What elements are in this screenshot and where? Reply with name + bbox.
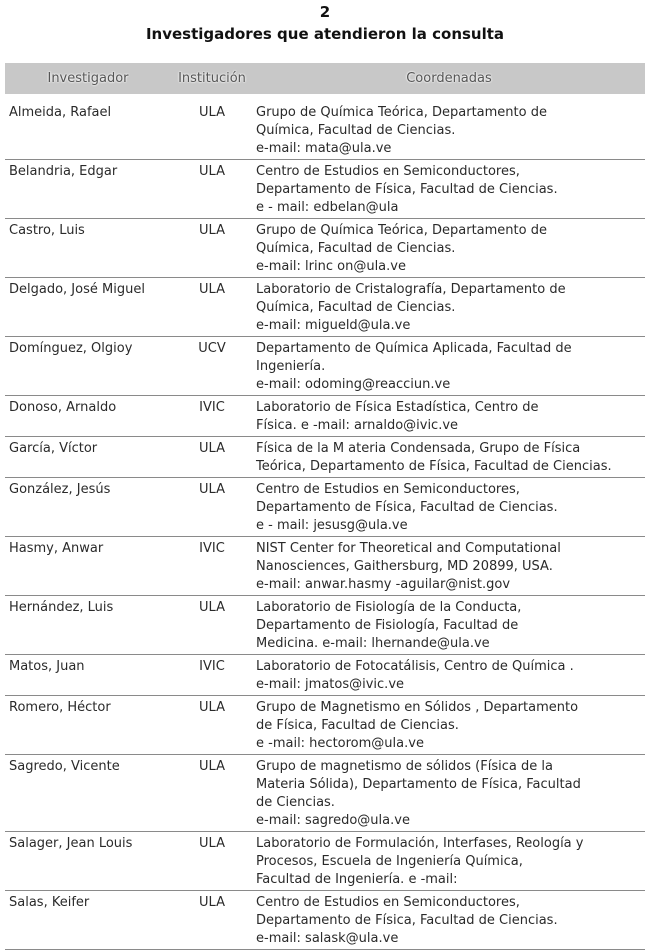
investigator-name: Sagredo, Vicente bbox=[9, 759, 120, 774]
coordinates-line: Laboratorio de Fotocatálisis, Centro de Química . bbox=[256, 659, 574, 674]
investigator-name: Salas, Keifer bbox=[9, 895, 90, 910]
institution: ULA bbox=[199, 164, 225, 179]
coordinates-line: e-mail: anwar.hasmy -aguilar@nist.gov bbox=[256, 577, 511, 592]
institution: ULA bbox=[199, 105, 225, 120]
investigator-name: Domínguez, Olgioy bbox=[9, 341, 133, 356]
coordinates-line: Departamento de Fisiología, Facultad de bbox=[256, 618, 519, 633]
investigator-name: Matos, Juan bbox=[9, 659, 85, 674]
page-number: 2 bbox=[319, 3, 331, 21]
institution: ULA bbox=[199, 441, 225, 456]
coordinates-line: e-mail: migueld@ula.ve bbox=[256, 318, 411, 333]
coordinates-line: Grupo de Química Teórica, Departamento de bbox=[256, 223, 547, 238]
coordinates-line: e-mail: sagredo@ula.ve bbox=[256, 813, 410, 828]
coordinates bbox=[256, 758, 648, 830]
coordinates-line: Centro de Estudios en Semiconductores, bbox=[256, 164, 520, 179]
coordinates-line: Centro de Estudios en Semiconductores, bbox=[256, 482, 520, 497]
coordinates-line: Ingeniería. bbox=[256, 359, 326, 374]
investigator-name: Donoso, Arnaldo bbox=[9, 400, 117, 415]
coordinates-line: Departamento de Química Aplicada, Facultad de bbox=[256, 341, 572, 356]
table-row bbox=[5, 478, 645, 537]
institution: ULA bbox=[199, 895, 225, 910]
institution: UCV bbox=[198, 341, 226, 356]
coordinates-line: Departamento de Física, Facultad de Ciencias. bbox=[256, 182, 558, 197]
coordinates bbox=[256, 540, 648, 594]
institution: ULA bbox=[199, 223, 225, 238]
investigator-name: García, Víctor bbox=[9, 441, 98, 456]
table-row bbox=[5, 755, 645, 832]
table-row bbox=[5, 396, 645, 437]
coordinates bbox=[256, 835, 648, 889]
coordinates-line: Física. e -mail: arnaldo@ivic.ve bbox=[256, 418, 459, 433]
table-row bbox=[5, 832, 645, 891]
coordinates-line: e-mail: lrinc on@ula.ve bbox=[256, 259, 406, 274]
investigator-name: Belandria, Edgar bbox=[9, 164, 118, 179]
coordinates-line: Departamento de Física, Facultad de Ciencias. bbox=[256, 913, 558, 928]
coordinates-line: Centro de Estudios en Semiconductores, bbox=[256, 895, 520, 910]
investigator-name: Romero, Héctor bbox=[9, 700, 111, 715]
coordinates-line: Nanosciences, Gaithersburg, MD 20899, USA. bbox=[256, 559, 553, 574]
coordinates bbox=[256, 222, 648, 276]
table-row bbox=[5, 278, 645, 337]
table-row bbox=[5, 596, 645, 655]
coordinates-line: e-mail: jmatos@ivic.ve bbox=[256, 677, 405, 692]
coordinates-line: Química, Facultad de Ciencias. bbox=[256, 300, 456, 315]
table-row bbox=[5, 219, 645, 278]
page-title: Investigadores que atendieron la consulta bbox=[145, 25, 505, 43]
coordinates-line: de Ciencias. bbox=[256, 795, 335, 810]
table-row bbox=[5, 437, 645, 478]
institution: ULA bbox=[199, 700, 225, 715]
coordinates-line: Química, Facultad de Ciencias. bbox=[256, 123, 456, 138]
coordinates bbox=[256, 340, 648, 394]
coordinates bbox=[256, 440, 648, 476]
investigator-name: Hernández, Luis bbox=[9, 600, 114, 615]
coordinates bbox=[256, 399, 648, 435]
coordinates-line: Laboratorio de Fisiología de la Conducta, bbox=[256, 600, 522, 615]
coordinates bbox=[256, 658, 648, 694]
coordinates bbox=[256, 163, 648, 217]
institution: ULA bbox=[199, 759, 225, 774]
table-row bbox=[5, 160, 645, 219]
header-coordenadas: Coordenadas bbox=[406, 71, 492, 86]
coordinates bbox=[256, 281, 648, 335]
investigator-name: Salager, Jean Louis bbox=[9, 836, 133, 851]
coordinates-line: Laboratorio de Física Estadística, Centro de bbox=[256, 400, 539, 415]
coordinates-line: e-mail: odoming@reacciun.ve bbox=[256, 377, 451, 392]
table-body bbox=[5, 101, 645, 950]
coordinates bbox=[256, 104, 648, 158]
coordinates-line: e-mail: mata@ula.ve bbox=[256, 141, 392, 156]
coordinates-line: Grupo de Química Teórica, Departamento de bbox=[256, 105, 547, 120]
header-investigador: Investigador bbox=[47, 71, 129, 86]
coordinates-line: Grupo de magnetismo de sólidos (Física de la bbox=[256, 759, 553, 774]
coordinates-line: Materia Sólida), Departamento de Física, Facultad bbox=[256, 777, 581, 792]
institution: IVIC bbox=[199, 659, 225, 674]
institution: IVIC bbox=[199, 541, 225, 556]
coordinates-line: e -mail: hectorom@ula.ve bbox=[256, 736, 424, 751]
coordinates-line: e - mail: edbelan@ula bbox=[256, 200, 399, 215]
coordinates-line: de Física, Facultad de Ciencias. bbox=[256, 718, 459, 733]
table-row bbox=[5, 696, 645, 755]
coordinates-line: Medicina. e-mail: lhernande@ula.ve bbox=[256, 636, 490, 651]
investigator-name: Delgado, José Miguel bbox=[9, 282, 145, 297]
investigator-name: González, Jesús bbox=[9, 482, 111, 497]
investigator-name: Hasmy, Anwar bbox=[9, 541, 104, 556]
table-row bbox=[5, 537, 645, 596]
institution: ULA bbox=[199, 600, 225, 615]
table-row bbox=[5, 891, 645, 950]
table-header bbox=[5, 63, 645, 94]
table-row bbox=[5, 655, 645, 696]
coordinates bbox=[256, 481, 648, 535]
coordinates-line: Grupo de Magnetismo en Sólidos , Departamento bbox=[256, 700, 579, 715]
coordinates bbox=[256, 699, 648, 753]
coordinates-line: Física de la M ateria Condensada, Grupo de Física bbox=[256, 441, 581, 456]
coordinates-line: Facultad de Ingeniería. e -mail: bbox=[256, 872, 458, 887]
coordinates bbox=[256, 894, 648, 948]
institution: ULA bbox=[199, 282, 225, 297]
coordinates-line: Laboratorio de Cristalografía, Departamento de bbox=[256, 282, 566, 297]
coordinates-line: Procesos, Escuela de Ingeniería Química, bbox=[256, 854, 523, 869]
investigator-name: Castro, Luis bbox=[9, 223, 85, 238]
institution: IVIC bbox=[199, 400, 225, 415]
coordinates-line: Química, Facultad de Ciencias. bbox=[256, 241, 456, 256]
coordinates-line: e-mail: salask@ula.ve bbox=[256, 931, 399, 946]
coordinates bbox=[256, 599, 648, 653]
coordinates-line: Laboratorio de Formulación, Interfases, Reología y bbox=[256, 836, 584, 851]
coordinates-line: NIST Center for Theoretical and Computational bbox=[256, 541, 561, 556]
institution: ULA bbox=[199, 482, 225, 497]
table-row bbox=[5, 337, 645, 396]
investigator-name: Almeida, Rafael bbox=[9, 105, 112, 120]
coordinates-line: Departamento de Física, Facultad de Ciencias. bbox=[256, 500, 558, 515]
header-institucion: Institución bbox=[178, 71, 246, 86]
institution: ULA bbox=[199, 836, 225, 851]
coordinates-line: e - mail: jesusg@ula.ve bbox=[256, 518, 408, 533]
coordinates-line: Teórica, Departamento de Física, Facultad de Ciencias. bbox=[256, 459, 612, 474]
table-row bbox=[5, 101, 645, 160]
